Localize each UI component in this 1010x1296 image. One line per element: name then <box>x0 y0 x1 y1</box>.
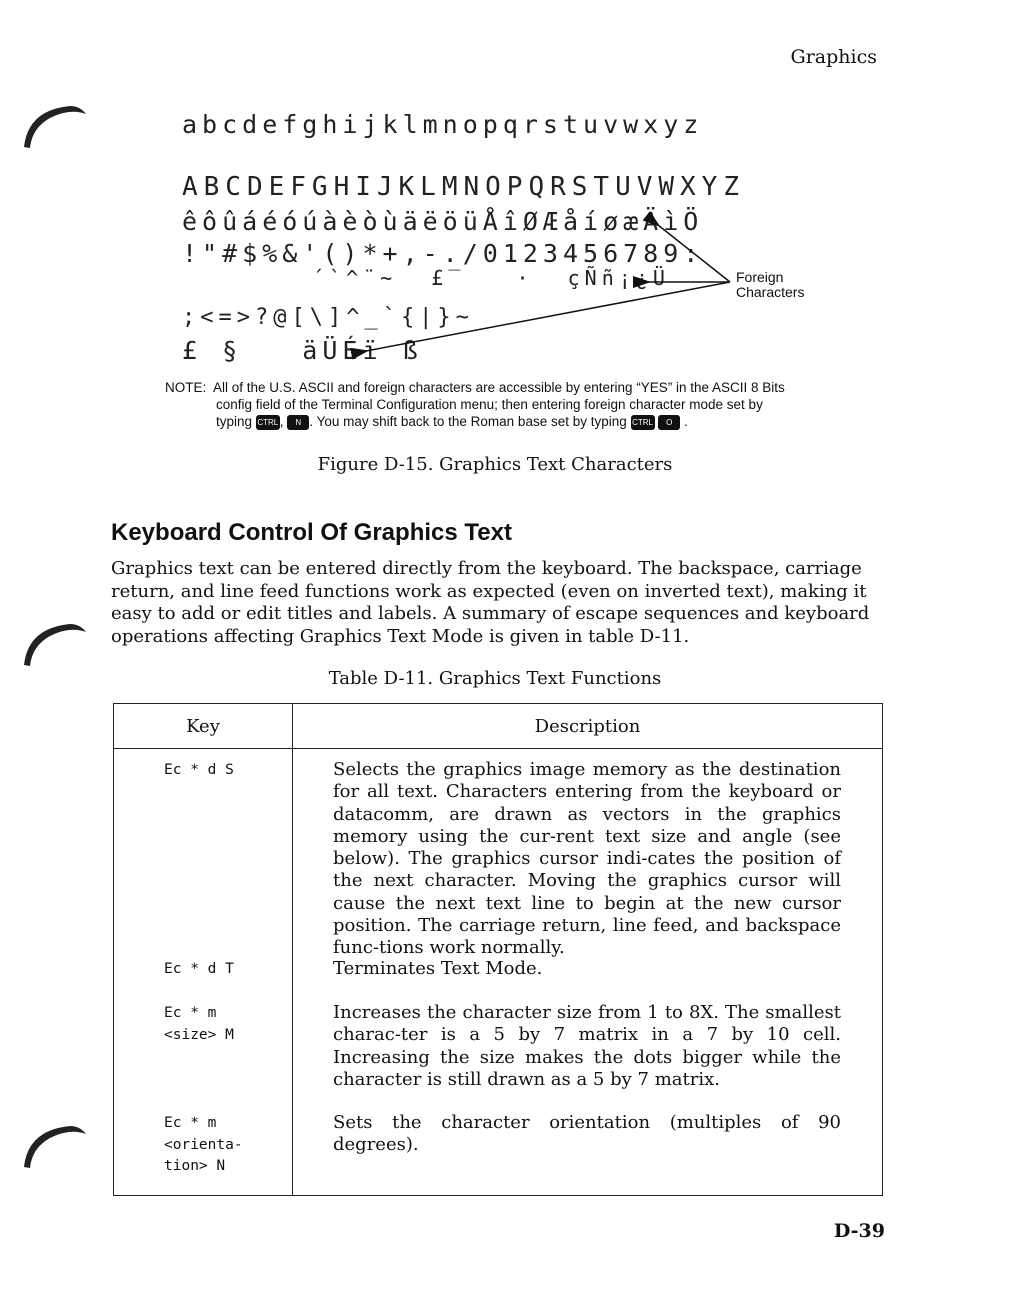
table-row-key: Ec * d S <box>164 762 234 778</box>
section-title: Keyboard Control Of Graphics Text <box>111 519 512 546</box>
note-typing: typing <box>216 414 253 429</box>
note-line-2: config field of the Terminal Configuration menu; then entering foreign character mode set by <box>216 397 763 412</box>
n-key-icon: N <box>287 415 309 430</box>
key-column <box>115 750 291 1194</box>
arrow-to-accented <box>658 225 730 282</box>
table-header-description: Description <box>293 704 883 749</box>
punch-hole-icon <box>20 1112 90 1182</box>
description-column <box>294 750 881 1194</box>
table-row-key: Ec * d T <box>164 961 234 977</box>
glyph-row-symbols: !"#$%&'()*+,-./0123456789: <box>182 239 704 268</box>
table-row-key: Ec * m <orienta- tion> N <box>164 1115 243 1174</box>
note-prefix: NOTE: <box>165 380 207 395</box>
ctrl-key-icon: CTRL <box>631 415 655 430</box>
figure-note <box>165 379 845 430</box>
note-line-3: typing CTRL , N . You may shift back to the Roman base set by typing CTRL O . <box>216 414 688 429</box>
arrow-to-misc-row <box>366 282 730 351</box>
table-header-key: Key <box>114 704 293 749</box>
foreign-pointer-lines <box>0 0 1010 420</box>
page-number: D-39 <box>833 1220 885 1242</box>
glyph-row-foreign: ´`^¨~ £‾ · çÑñ¡¿Ü <box>312 266 670 290</box>
section-body: Graphics text can be entered directly from the keyboard. The backspace, carriage return, and line feed functions work as expected (even on inverted text), making it easy to add or edit titles and labels. A summary of escape sequences and keyboard operations affecting Graphics Text Mode is given in table D-11. <box>111 558 870 647</box>
table-row-description: Increases the character size from 1 to 8X. The smallest charac-ter is a 5 by 7 matrix in a 7 by 10 cell. Increasing the size makes the dots bigger while the character is still drawn as a 5 by 7 matrix. <box>333 1002 841 1090</box>
ctrl-key-icon: CTRL <box>256 415 280 430</box>
table-caption: Table D-11. Graphics Text Functions <box>328 668 662 689</box>
foreign-characters-label: Foreign Characters <box>736 269 805 300</box>
note-end: . <box>684 414 688 429</box>
glyph-row-accented: êôûáéóúàèòùäëöüÅîØÆåíøæÄìÖ <box>182 207 704 236</box>
glyph-row-lowercase: abcdefghijklmnopqrstuvwxyz <box>182 110 704 139</box>
o-key-icon: O <box>658 415 680 430</box>
glyph-row-misc: £ § äÜÉï ß <box>182 336 423 365</box>
table-row-description: Terminates Text Mode. <box>333 958 543 979</box>
table-row-description: Sets the character orientation (multiples of 90 degrees). <box>333 1112 841 1156</box>
figure-caption: Figure D-15. Graphics Text Characters <box>317 454 673 475</box>
note-line-1: All of the U.S. ASCII and foreign characters are accessible by entering “YES” in the ASCII 8 Bits <box>213 380 785 395</box>
glyph-row-uppercase: ABCDEFGHIJKLMNOPQRSTUVWXYZ <box>182 172 745 202</box>
functions-table <box>113 703 883 1196</box>
running-head: Graphics <box>790 46 877 68</box>
note-middle: . You may shift back to the Roman base set by typing <box>309 414 627 429</box>
table-row-description: Selects the graphics image memory as the destination for all text. Characters entering from the keyboard or datacomm, are drawn as vectors in the graphics memory using the cur-rent text size and angle (see below). The graphics cursor indi-cates the position of the next character. Moving the graphics cursor will cause the next text line to begin at the new cursor position. The carriage return, line feed, and backspace func-tions work normally. <box>333 759 841 959</box>
glyph-row-punctuation: ;<=>?@[\]^_`{|}~ <box>182 305 474 330</box>
table-row-key: Ec * m <size> M <box>164 1005 234 1043</box>
